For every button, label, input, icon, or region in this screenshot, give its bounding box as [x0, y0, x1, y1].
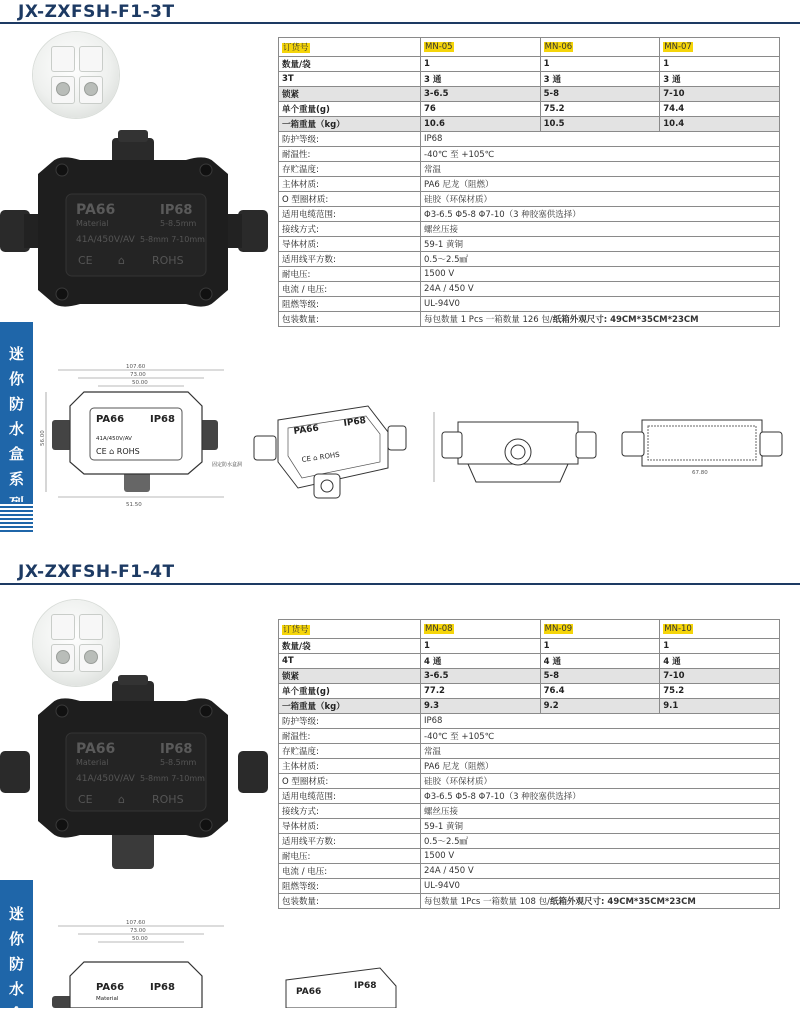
model-cell: MN-08 [421, 620, 541, 639]
spec-label: 接线方式: [279, 222, 421, 237]
sidebar-vertical-text: 迷 你 防 水 盒 系 [8, 345, 24, 488]
side-drawing [428, 402, 608, 492]
packing-carton: 纸箱外观尺寸: 49CM*35CM*23CM [552, 315, 699, 325]
row-label: 数量/袋 [279, 639, 421, 654]
spec-label: 防护等级: [279, 714, 421, 729]
row-label: 数量/袋 [279, 57, 421, 72]
spec-label: O 型圈材质: [279, 774, 421, 789]
spec-label: 适用线平方数: [279, 252, 421, 267]
packing-label: 包装数量: [279, 312, 421, 327]
dim-inner: 50.00 [132, 936, 148, 942]
product-spec: 41A/450V/AV [76, 235, 135, 245]
row-label: 锁紧 [279, 87, 421, 102]
section-divider [0, 22, 800, 24]
packing-value: 每包数量 1Pcs 一箱数量 108 包/ [424, 897, 551, 907]
isometric-drawing [270, 960, 420, 1008]
dim-total: 107.60 [126, 364, 146, 370]
dim-right: 67.80 [692, 470, 708, 476]
drawing-spec: 41A/450V/AV [96, 436, 132, 442]
product-sub: Material [76, 758, 109, 767]
product-range: 5-8.5mm [160, 219, 197, 228]
dimension-drawing-front [38, 918, 248, 1008]
spec-label: 接线方式: [279, 804, 421, 819]
drawing-rating: IP68 [150, 982, 175, 993]
spec-label: 耐温性: [279, 147, 421, 162]
drawing-sub: Material [96, 996, 119, 1002]
svg-text:IP68: IP68 [343, 415, 367, 429]
product-spec2: 5-8mm 7-10mm [140, 774, 205, 783]
spec-label: 主体材质: [279, 759, 421, 774]
drawing-brand: PA66 [96, 982, 125, 993]
spec-table-3t: 订货号 MN-05 MN-06 MN-07 数量/袋 1 1 1 3T 3 通 3 通 3 通 锁紧 3-6.5 5-8 7-10 单个重量(g) 76 75.2 74.4 一箱重量（kg） 10.6 10.5 10.4 防护等级: IP68 耐温性: -40℃ 至 +105℃ 存贮温度: 常温 主体材质: PA6 尼龙（阻燃） O 型圈材质: 硅胶（环保材质） 适用电缆范围: Φ3-6.5 Φ5-8 Φ7-10（3 种胶塞供选择） 接线方式: 螺丝压接 导体材质: 59-1 黄铜 适用线平方数: 0.5～2.5㎟ 耐电压: 1500 V 电流 / 电压: 24A / 450 V 阻燃等级: UL-94V0 包装数量: 每包数量 1 Pcs 一箱数量 126 包/纸箱外观尺寸: 49CM*35CM*23CM [278, 37, 780, 327]
product-rating: IP68 [160, 203, 193, 218]
svg-text:PA66: PA66 [296, 987, 322, 997]
isometric-drawing [248, 392, 408, 502]
product-spec2: 5-8mm 7-10mm [140, 235, 205, 244]
spec-label: 适用电缆范围: [279, 207, 421, 222]
junction-box-4t-photo [0, 675, 270, 875]
top-drawing [612, 402, 792, 492]
drawing-note: 固定防水盒洞 [212, 462, 243, 468]
spec-label: 耐电压: [279, 267, 421, 282]
product-mark-ce: CE [78, 254, 93, 267]
drawing-marks: CE ⌂ ROHS [96, 447, 140, 456]
row-label: 一箱重量（kg） [279, 117, 421, 132]
dim-bottom: 51.50 [126, 502, 142, 508]
product-rating: IP68 [160, 742, 193, 757]
packing-label: 包装数量: [279, 894, 421, 909]
sidebar-stripes [0, 502, 33, 532]
spec-label: 耐温性: [279, 729, 421, 744]
product-mark-rohs: ROHS [152, 793, 184, 806]
model-cell: MN-09 [540, 620, 660, 639]
junction-box-3t-photo [0, 130, 270, 335]
svg-text:CE ⌂ ROHS: CE ⌂ ROHS [301, 450, 341, 464]
spec-label: 适用电缆范围: [279, 789, 421, 804]
product-brand: PA66 [76, 202, 116, 218]
spec-label: 耐电压: [279, 849, 421, 864]
spec-label: 适用线平方数: [279, 834, 421, 849]
dim-mid: 73.00 [130, 372, 146, 378]
model-cell: MN-10 [660, 620, 780, 639]
product-mark-rohs: ROHS [152, 254, 184, 267]
product-mark-home: ⌂ [118, 793, 125, 806]
product-brand: PA66 [76, 741, 116, 757]
series-sidebar [0, 880, 33, 1023]
product-mark-ce: CE [78, 793, 93, 806]
spec-label: 阻燃等级: [279, 297, 421, 312]
product-spec: 41A/450V/AV [76, 774, 135, 784]
svg-text:IP68: IP68 [354, 981, 377, 991]
header-label: 订货号 [279, 620, 421, 639]
spec-label: 导体材质: [279, 819, 421, 834]
product-mark-home: ⌂ [118, 254, 125, 267]
model-cell: MN-05 [421, 38, 541, 57]
product-sub: Material [76, 219, 109, 228]
spec-label: 主体材质: [279, 177, 421, 192]
dim-mid: 73.00 [130, 928, 146, 934]
svg-text:PA66: PA66 [293, 423, 320, 437]
row-label: 锁紧 [279, 669, 421, 684]
dimension-drawing-front [38, 362, 248, 512]
packing-carton: 纸箱外观尺寸: 49CM*35CM*23CM [550, 897, 696, 907]
spec-table-4t: 订货号 MN-08 MN-09 MN-10 数量/袋 1 1 1 4T 4 通 4 通 4 通 锁紧 3-6.5 5-8 7-10 单个重量(g) 77.2 76.4 75.2 一箱重量（kg） 9.3 9.2 9.1 防护等级: IP68 耐温性: -40℃ 至 +105℃ 存贮温度: 常温 主体材质: PA6 尼龙（阻燃） O 型圈材质: 硅胶（环保材质） 适用电缆范围: Φ3-6.5 Φ5-8 Φ7-10（3 种胶塞供选择） 接线方式: 螺丝压接 导体材质: 59-1 黄铜 适用线平方数: 0.5～2.5㎟ 耐电压: 1500 V 电流 / 电压: 24A / 450 V 阻燃等级: UL-94V0 包装数量: 每包数量 1Pcs 一箱数量 108 包/纸箱外观尺寸: 49CM*35CM*23CM [278, 619, 780, 909]
spec-label: 导体材质: [279, 237, 421, 252]
row-label: 单个重量(g) [279, 684, 421, 699]
section-title: JX-ZXFSH-F1-3T [18, 2, 175, 22]
product-range: 5-8.5mm [160, 758, 197, 767]
spec-label: 存贮温度: [279, 162, 421, 177]
sidebar-vertical-text: 迷 你 防 水 盒 [8, 905, 24, 1023]
spec-label: 电流 / 电压: [279, 864, 421, 879]
dim-height: 56.00 [40, 430, 46, 446]
row-label: 单个重量(g) [279, 102, 421, 117]
spec-label: O 型圈材质: [279, 192, 421, 207]
section-title: JX-ZXFSH-F1-4T [18, 562, 175, 582]
dim-inner: 50.00 [132, 380, 148, 386]
model-cell: MN-07 [660, 38, 780, 57]
spec-label: 阻燃等级: [279, 879, 421, 894]
drawing-brand: PA66 [96, 414, 125, 425]
packing-value: 每包数量 1 Pcs 一箱数量 126 包/ [424, 315, 553, 325]
model-cell: MN-06 [540, 38, 660, 57]
header-label: 订货号 [279, 38, 421, 57]
terminal-block-thumbnail [33, 32, 119, 118]
series-sidebar [0, 322, 33, 502]
drawing-rating: IP68 [150, 414, 175, 425]
terminal-block-thumbnail [33, 600, 119, 686]
row-label: 3T [279, 72, 421, 87]
spec-label: 存贮温度: [279, 744, 421, 759]
row-label: 一箱重量（kg） [279, 699, 421, 714]
spec-label: 电流 / 电压: [279, 282, 421, 297]
dim-total: 107.60 [126, 920, 146, 926]
section-divider [0, 583, 800, 585]
row-label: 4T [279, 654, 421, 669]
spec-label: 防护等级: [279, 132, 421, 147]
